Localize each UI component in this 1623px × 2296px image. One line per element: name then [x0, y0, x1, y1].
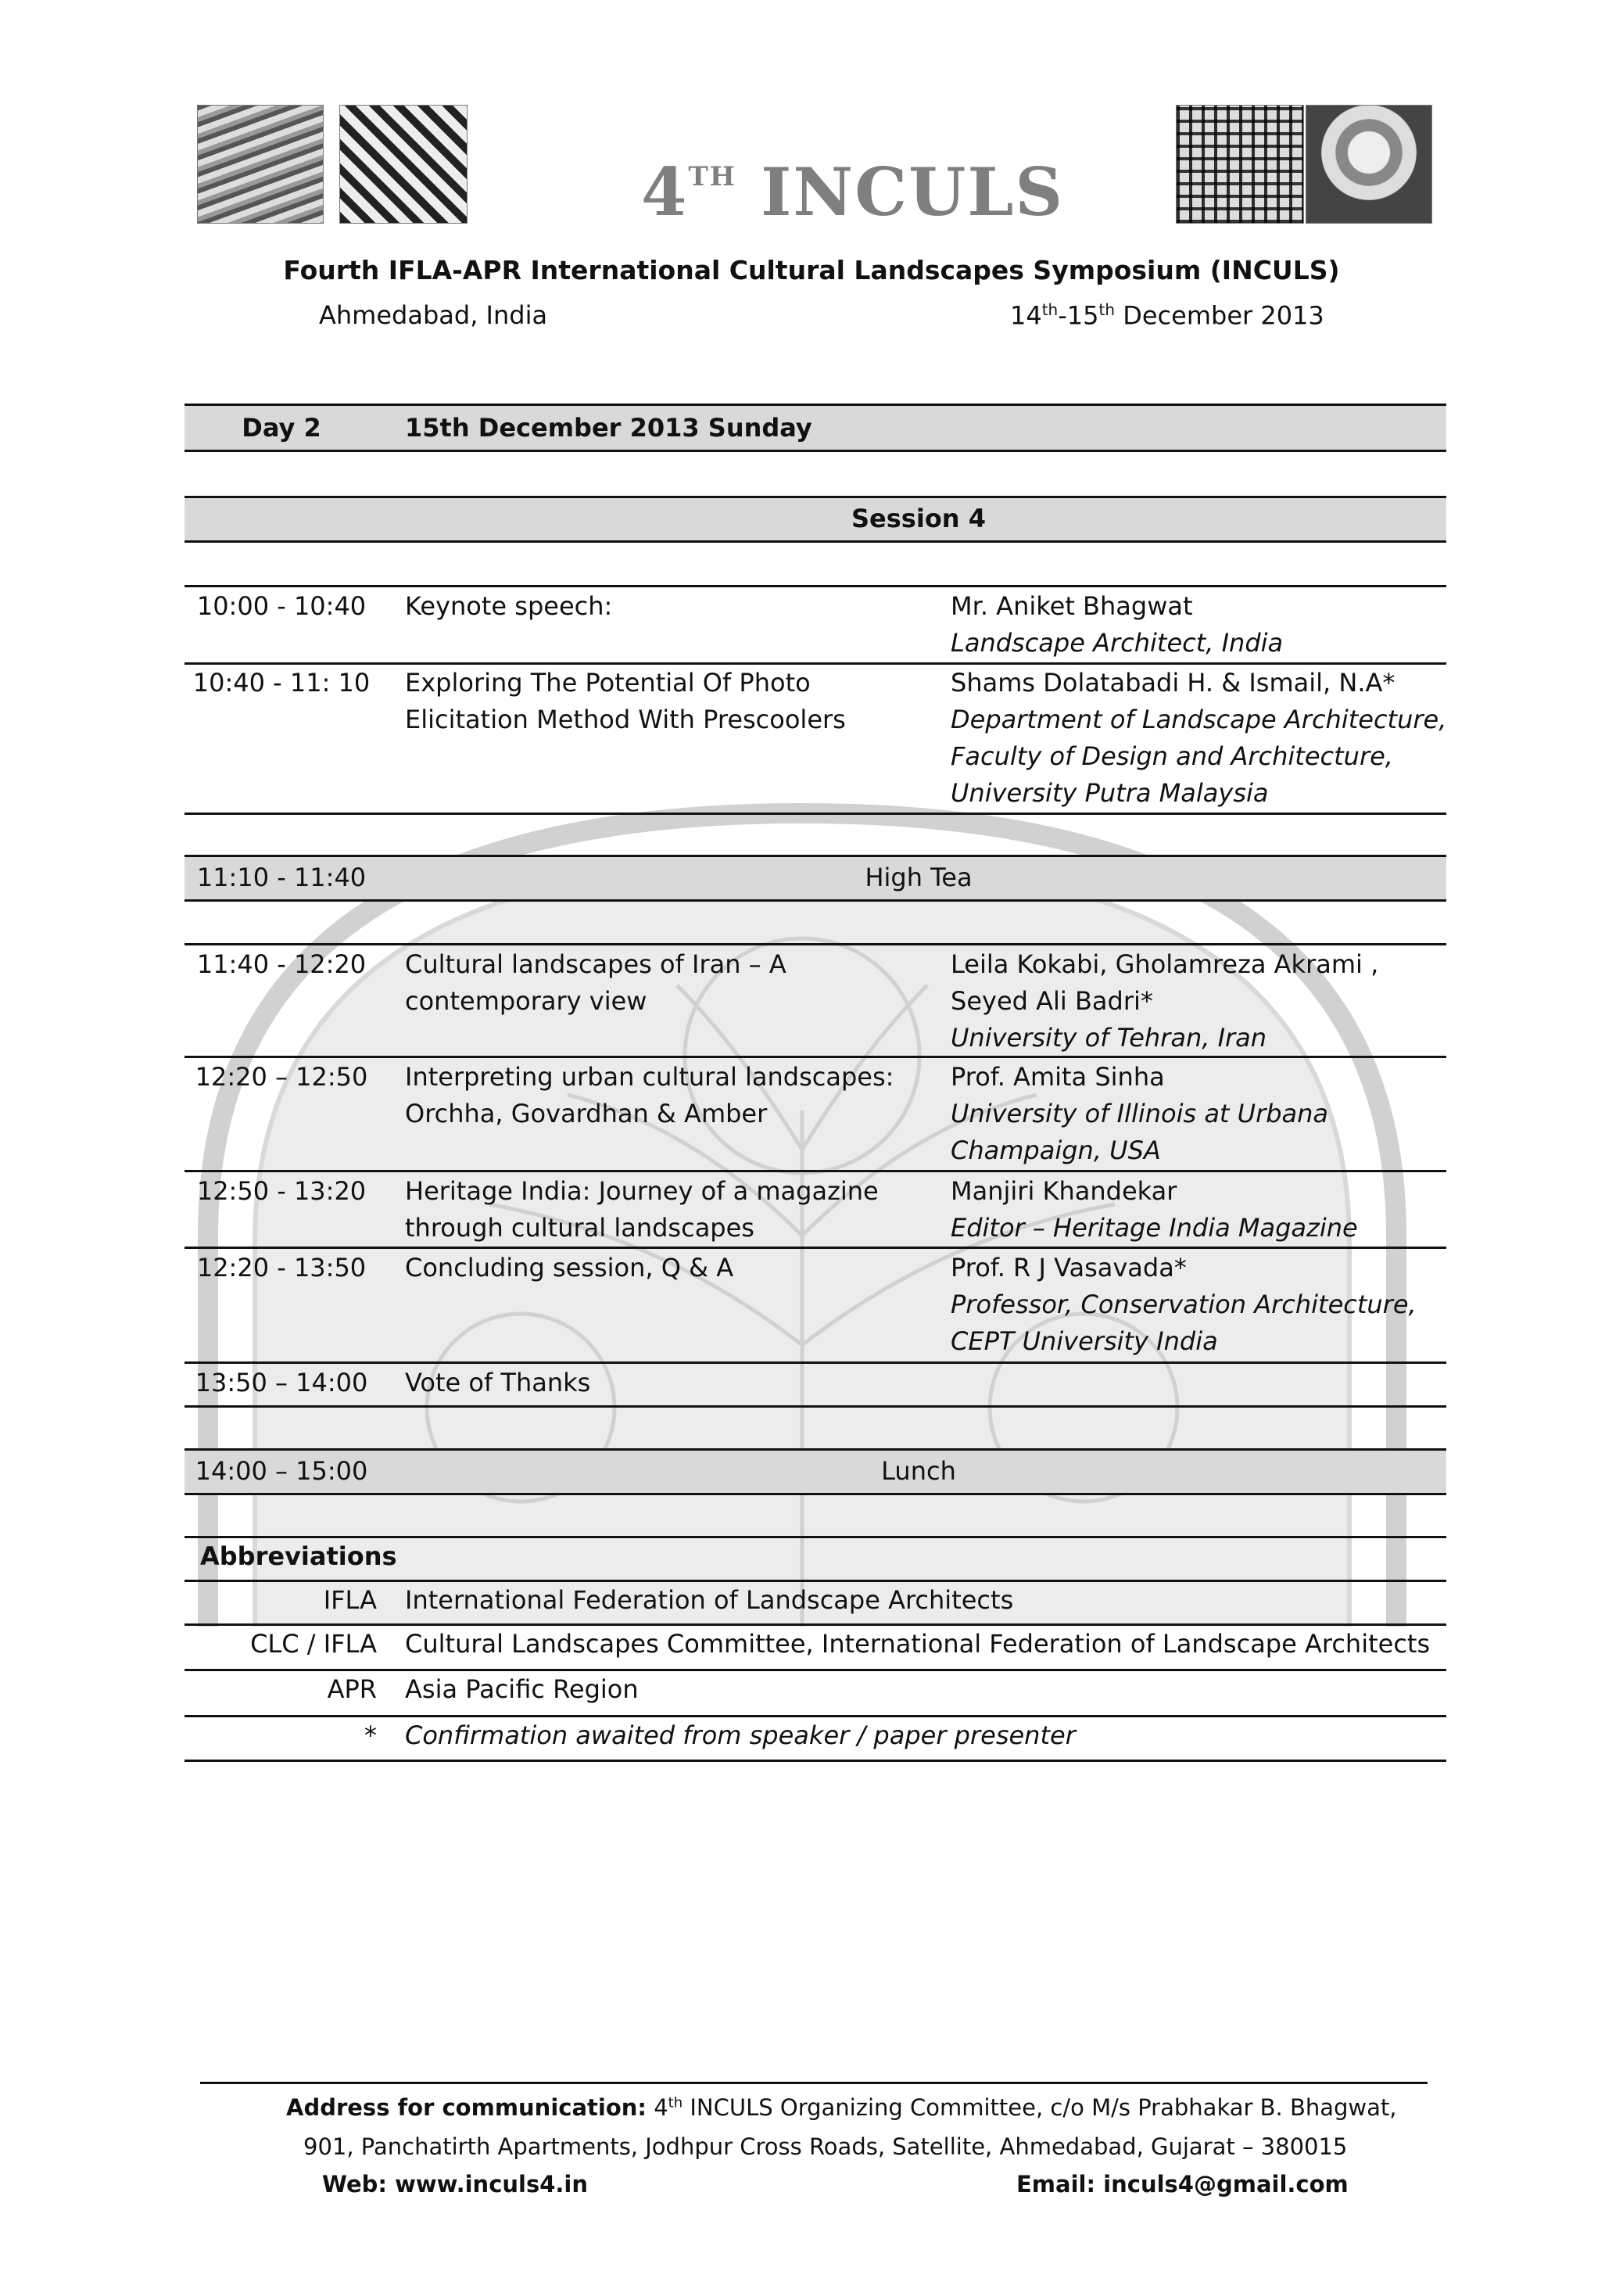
row-affiliation: Department of Landscape Architecture,	[951, 705, 1447, 734]
rule	[185, 1247, 1446, 1249]
row-time: 12:20 - 13:50	[196, 1253, 367, 1283]
header-photo-plan	[1176, 105, 1304, 224]
rule	[185, 1493, 1446, 1495]
row-speaker: Prof. R J Vasavada*	[951, 1253, 1187, 1283]
rule	[185, 813, 1446, 815]
rule	[185, 1405, 1446, 1408]
row-title: Vote of Thanks	[405, 1368, 591, 1397]
event-dates: 14th-15th December 2013	[1010, 300, 1324, 331]
symposium-title: Fourth IFLA-APR International Cultural Landscapes Symposium (INCULS)	[283, 255, 1340, 285]
break-time: 14:00 – 15:00	[195, 1456, 368, 1486]
row-affiliation: Faculty of Design and Architecture,	[951, 741, 1393, 771]
row-title: through cultural landscapes	[405, 1213, 754, 1243]
footer-rule	[200, 2082, 1428, 2084]
row-speaker: Manjiri Khandekar	[951, 1176, 1177, 1206]
row-affiliation: University of Tehran, Iran	[951, 1023, 1267, 1053]
rule	[185, 1760, 1446, 1762]
row-affiliation: Professor, Conservation Architecture,	[951, 1290, 1417, 1319]
row-title: Interpreting urban cultural landscapes:	[405, 1062, 894, 1092]
row-title: Exploring The Potential Of Photo	[405, 668, 811, 698]
row-title: Keynote speech:	[405, 591, 613, 621]
row-time: 12:50 - 13:20	[196, 1176, 367, 1206]
row-title: contemporary view	[405, 986, 647, 1016]
footer-email[interactable]: Email: inculs4@gmail.com	[1016, 2171, 1349, 2197]
row-title: Concluding session, Q & A	[405, 1253, 734, 1283]
footer-address-line1: Address for communication: 4th INCULS Organizing Committee, c/o M/s Prabhakar B. Bhagwat,	[286, 2094, 1397, 2121]
abbr-text: International Federation of Landscape Architects	[405, 1585, 1014, 1615]
rule	[185, 1361, 1446, 1364]
abbr-text: Cultural Landscapes Committee, International Federation of Landscape Architects	[405, 1629, 1431, 1659]
break-label: High Tea	[865, 863, 973, 892]
row-affiliation: University Putra Malaysia	[951, 778, 1269, 808]
row-time: 11:40 - 12:20	[196, 949, 367, 979]
row-speaker: Prof. Amita Sinha	[951, 1062, 1165, 1092]
rule	[185, 943, 1446, 945]
abbreviations-heading: Abbreviations	[200, 1541, 397, 1571]
row-affiliation: Champaign, USA	[951, 1135, 1161, 1165]
row-speaker: Leila Kokabi, Gholamreza Akrami ,	[951, 949, 1379, 979]
row-title: Heritage India: Journey of a magazine	[405, 1176, 879, 1206]
footer-address-line2: 901, Panchatirth Apartments, Jodhpur Cross Roads, Satellite, Ahmedabad, Gujarat – 380015	[303, 2133, 1348, 2160]
abbr-text: Asia Pacific Region	[405, 1674, 639, 1704]
abbr-code: IFLA	[323, 1585, 377, 1615]
break-time: 11:10 - 11:40	[196, 863, 367, 892]
row-time: 13:50 – 14:00	[195, 1368, 368, 1397]
row-affiliation: Editor – Heritage India Magazine	[951, 1213, 1358, 1243]
row-speaker: Shams Dolatabadi H. & Ismail, N.A*	[951, 668, 1395, 698]
row-speaker: Mr. Aniket Bhagwat	[951, 591, 1193, 621]
row-time: 10:40 - 11: 10	[192, 668, 371, 698]
row-affiliation: CEPT University India	[951, 1326, 1218, 1356]
session-label: Session 4	[851, 504, 986, 533]
row-affiliation: Landscape Architect, India	[951, 628, 1284, 658]
event-location: Ahmedabad, India	[319, 300, 548, 330]
row-affiliation: University of Illinois at Urbana	[951, 1099, 1329, 1128]
rule	[185, 450, 1446, 452]
rule	[185, 585, 1446, 587]
row-time: 10:00 - 10:40	[196, 591, 367, 621]
abbr-code: CLC / IFLA	[250, 1629, 377, 1659]
event-logo: 4TH INCULS	[641, 153, 1065, 231]
abbr-code: *	[364, 1720, 377, 1750]
rule	[185, 540, 1446, 543]
day-label: Day 2	[242, 413, 321, 443]
header-photo-pillar	[1306, 105, 1432, 224]
break-label: Lunch	[881, 1456, 956, 1486]
row-title: Cultural landscapes of Iran – A	[405, 949, 786, 979]
day-date: 15th December 2013 Sunday	[405, 413, 812, 443]
header-photo-terraces	[197, 105, 324, 224]
row-speaker: Seyed Ali Badri*	[951, 986, 1153, 1016]
row-time: 12:20 – 12:50	[195, 1062, 368, 1092]
abbr-text: Confirmation awaited from speaker / paper presenter	[405, 1720, 1076, 1750]
header-photo-pattern	[339, 105, 468, 224]
row-title: Elicitation Method With Prescoolers	[405, 705, 846, 734]
rule	[185, 1056, 1446, 1058]
rule	[185, 899, 1446, 902]
footer-web[interactable]: Web: www.inculs4.in	[322, 2171, 589, 2197]
rule	[185, 1170, 1446, 1172]
row-title: Orchha, Govardhan & Amber	[405, 1099, 768, 1128]
abbr-code: APR	[327, 1674, 377, 1704]
